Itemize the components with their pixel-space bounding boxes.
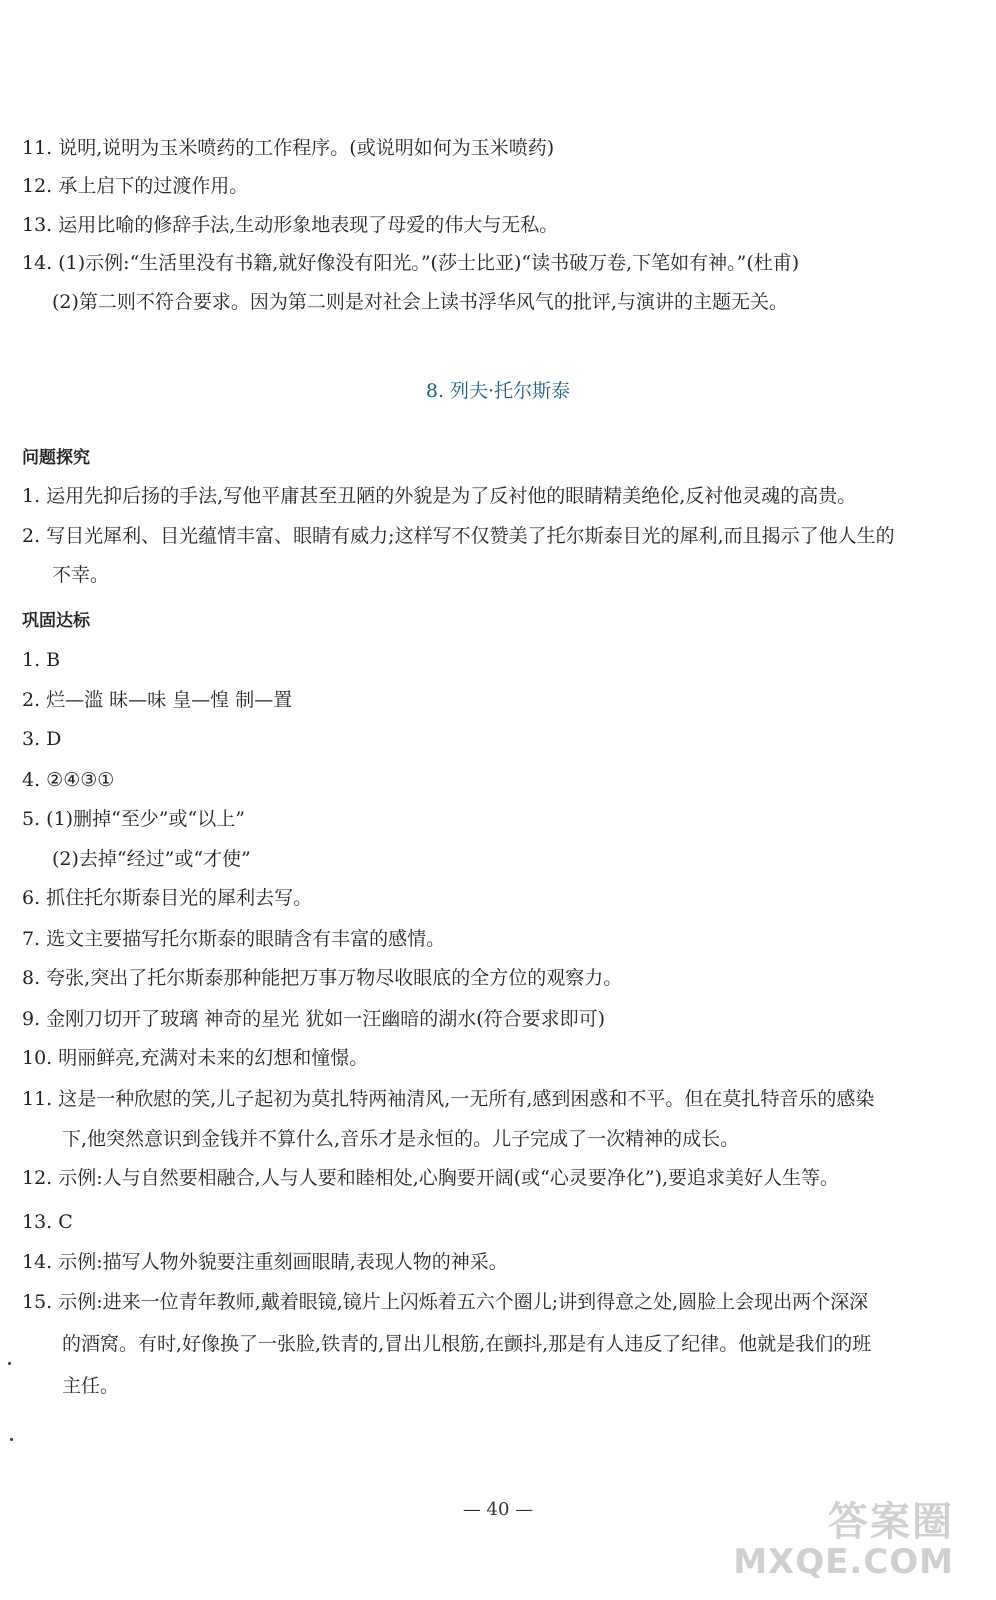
answer-line: 下,他突然意识到金钱并不算什么,音乐才是永恒的。儿子完成了一次精神的成长。 xyxy=(62,1128,740,1150)
watermark-url: MXQE.COM xyxy=(733,1542,954,1582)
answer-line: 13. C xyxy=(22,1211,73,1233)
watermark-text: 答案圈 xyxy=(828,1499,954,1545)
answer-line: 9. 金刚刀切开了玻璃 神奇的星光 犹如一汪幽暗的湖水(符合要求即可) xyxy=(22,1008,606,1030)
answer-line: 7. 选文主要描写托尔斯泰的眼睛含有丰富的感情。 xyxy=(22,928,446,950)
answer-line: 不幸。 xyxy=(52,564,110,586)
answer-line: 的酒窝。有时,好像换了一张脸,铁青的,冒出儿根筋,在颤抖,那是有人违反了纪律。他就是我们的班 xyxy=(62,1333,872,1355)
answer-line: (2)第二则不符合要求。因为第二则是对社会上读书浮华风气的批评,与演讲的主题无关。 xyxy=(52,291,788,313)
answer-line: 1. 运用先抑后扬的手法,写他平庸甚至丑陋的外貌是为了反衬他的眼睛精美绝伦,反衬他灵魂的高贵。 xyxy=(22,485,857,507)
answer-line: 8. 夸张,突出了托尔斯泰那种能把万事万物尽收眼底的全方位的观察力。 xyxy=(22,967,623,989)
section-heading: 巩固达标 xyxy=(22,611,90,631)
answer-line: 4. ②④③① xyxy=(22,769,115,791)
answer-line: 3. D xyxy=(22,728,62,750)
answer-line: 15. 示例:进来一位青年教师,戴着眼镜,镜片上闪烁着五六个圈儿;讲到得意之处,圆脸上会现出两个深深 xyxy=(22,1291,869,1313)
answer-line: 2. 烂—滥 昧—味 皇—惶 制—置 xyxy=(22,689,293,711)
lesson-title: 8. 列夫·托尔斯泰 xyxy=(425,380,571,402)
scan-speck xyxy=(10,1438,13,1441)
answer-line: 11. 说明,说明为玉米喷药的工作程序。(或说明如何为玉米喷药) xyxy=(22,137,555,159)
section-heading: 问题探究 xyxy=(22,448,90,468)
answer-line: 14. (1)示例:“生活里没有书籍,就好像没有阳光。”(莎士比亚)“读书破万卷,下笔如有神。”(杜甫) xyxy=(22,252,800,274)
answer-line: 14. 示例:描写人物外貌要注重刻画眼睛,表现人物的神采。 xyxy=(22,1251,508,1273)
scan-speck xyxy=(8,1362,11,1365)
answer-line: 2. 写目光犀利、目光蕴情丰富、眼睛有威力;这样写不仅赞美了托尔斯泰目光的犀利,而且揭示了他人生的 xyxy=(22,525,895,547)
page-number: — 40 — xyxy=(462,1499,534,1520)
answer-line: 12. 示例:人与自然要相融合,人与人要和睦相处,心胸要开阔(或“心灵要净化”),要追求美好人生等。 xyxy=(22,1167,840,1189)
answer-line: 11. 这是一种欣慰的笑,儿子起初为莫扎特两袖清风,一无所有,感到困惑和不平。但在莫扎特音乐的感染 xyxy=(22,1088,875,1110)
answer-line: 12. 承上启下的过渡作用。 xyxy=(22,175,249,197)
answer-line: 10. 明丽鲜亮,充满对未来的幻想和憧憬。 xyxy=(22,1047,369,1069)
answer-line: 5. (1)删掉“至少”或“以上” xyxy=(22,808,245,830)
watermark-logo xyxy=(733,1490,974,1590)
answer-line: 13. 运用比喻的修辞手法,生动形象地表现了母爱的伟大与无私。 xyxy=(22,214,559,236)
answer-line: 主任。 xyxy=(62,1375,120,1397)
answer-line: 1. B xyxy=(22,649,61,671)
answer-line: 6. 抓住托尔斯泰目光的犀利去写。 xyxy=(22,887,313,909)
answer-line: (2)去掉“经过”或“才使” xyxy=(52,848,251,870)
